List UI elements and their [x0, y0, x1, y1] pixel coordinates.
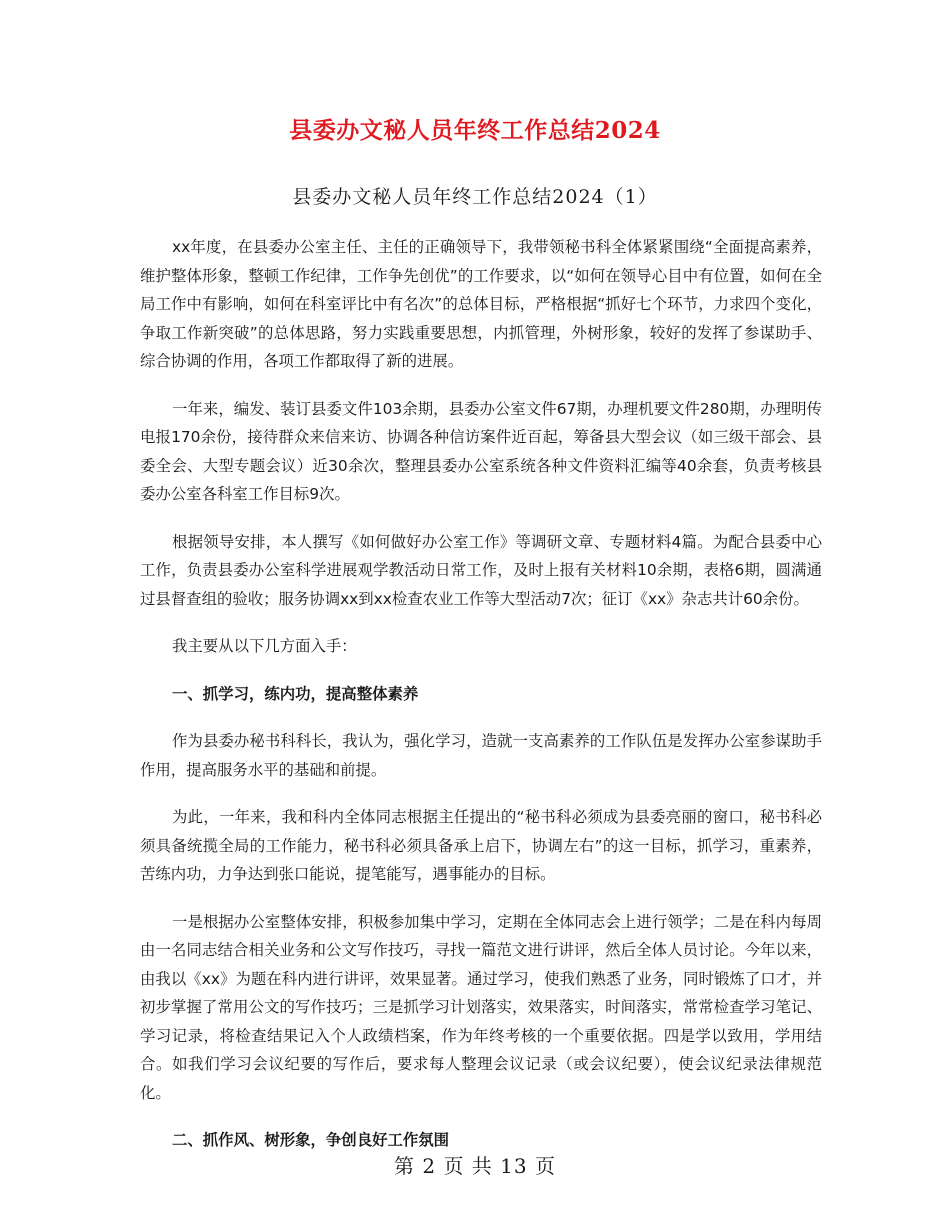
- paragraph: 根据领导安排，本人撰写《如何做好办公室工作》等调研文章、专题材料4篇。为配合县委中心工作，负责县委办公室科学进展观学教活动日常工作，及时上报有关材料10余期，表格6期，圆满通过县督查组的验收；服务协调xx到xx检查农业工作等大型活动7次；征订《xx》杂志共计60余份。: [140, 532, 822, 608]
- document-body: [140, 233, 822, 1174]
- paragraph: xx年度，在县委办公室主任、主任的正确领导下，我带领秘书科全体紧紧围绕“全面提高素养，维护整体形象，整顿工作纪律，工作争先创优”的工作要求，以“如何在领导心目中有位置，如何在全局工作中有影响，如何在科室评比中有名次”的总体目标，严格根据“抓好七个环节，力求四个变化，争取工作新突破”的总体思路，努力实践重要思想，内抓管理，外树形象，较好的发挥了参谋助手、综合协调的作用，各项工作都取得了新的进展。: [140, 238, 822, 370]
- section-heading: 一、抓学习，练内功，提高整体素养: [172, 684, 419, 703]
- paragraph: 一年来，编发、装订县委文件103余期，县委办公室文件67期，办理机要文件280期，办理明传电报170余份，接待群众来信来访、协调各种信访案件近百起，筹备县大型会议（如三级干部会、县委全会、大型专题会议）近30余次，整理县委办公室系统各种文件资料汇编等40余套，负责考核县委办公室各科室工作目标9次。: [140, 399, 822, 503]
- document-title: 县委办文秘人员年终工作总结2024: [289, 117, 661, 144]
- paragraph: 为此，一年来，我和科内全体同志根据主任提出的“秘书科必须成为县委亮丽的窗口，秘书科必须具备统揽全局的工作能力，秘书科必须具备承上启下，协调左右”的这一目标，抓学习，重素养，苦练内功，力争达到张口能说，提笔能写，遇事能办的目标。: [140, 808, 822, 883]
- paragraph: 作为县委办秘书科科长，我认为，强化学习，造就一支高素养的工作队伍是发挥办公室参谋助手作用，提高服务水平的基础和前提。: [140, 732, 822, 779]
- paragraph: 我主要从以下几方面入手：: [172, 637, 357, 655]
- section-heading: 二、抓作风、树形象，争创良好工作氛围: [172, 1131, 450, 1149]
- page-number: 第 2 页 共 13 页: [394, 1154, 556, 1178]
- document-subtitle: 县委办文秘人员年终工作总结2024（1）: [292, 186, 658, 208]
- paragraph: 一是根据办公室整体安排，积极参加集中学习，定期在全体同志会上进行领学；二是在科内每周由一名同志结合相关业务和公文写作技巧，寻找一篇范文进行讲评，然后全体人员讨论。今年以来，由我以《xx》为题在科内进行讲评，效果显著。通过学习，使我们熟悉了业务，同时锻炼了口才，并初步掌握了常用公文的写作技巧；三是抓学习计划落实，效果落实，时间落实，常常检查学习笔记、学习记录，将检查结果记入个人政绩档案，作为年终考核的一个重要依据。四是学以致用，学用结合。如我们学习会议纪要的写作后，要求每人整理会议记录（或会议纪要），使会议纪录法律规范化。: [140, 912, 822, 1102]
